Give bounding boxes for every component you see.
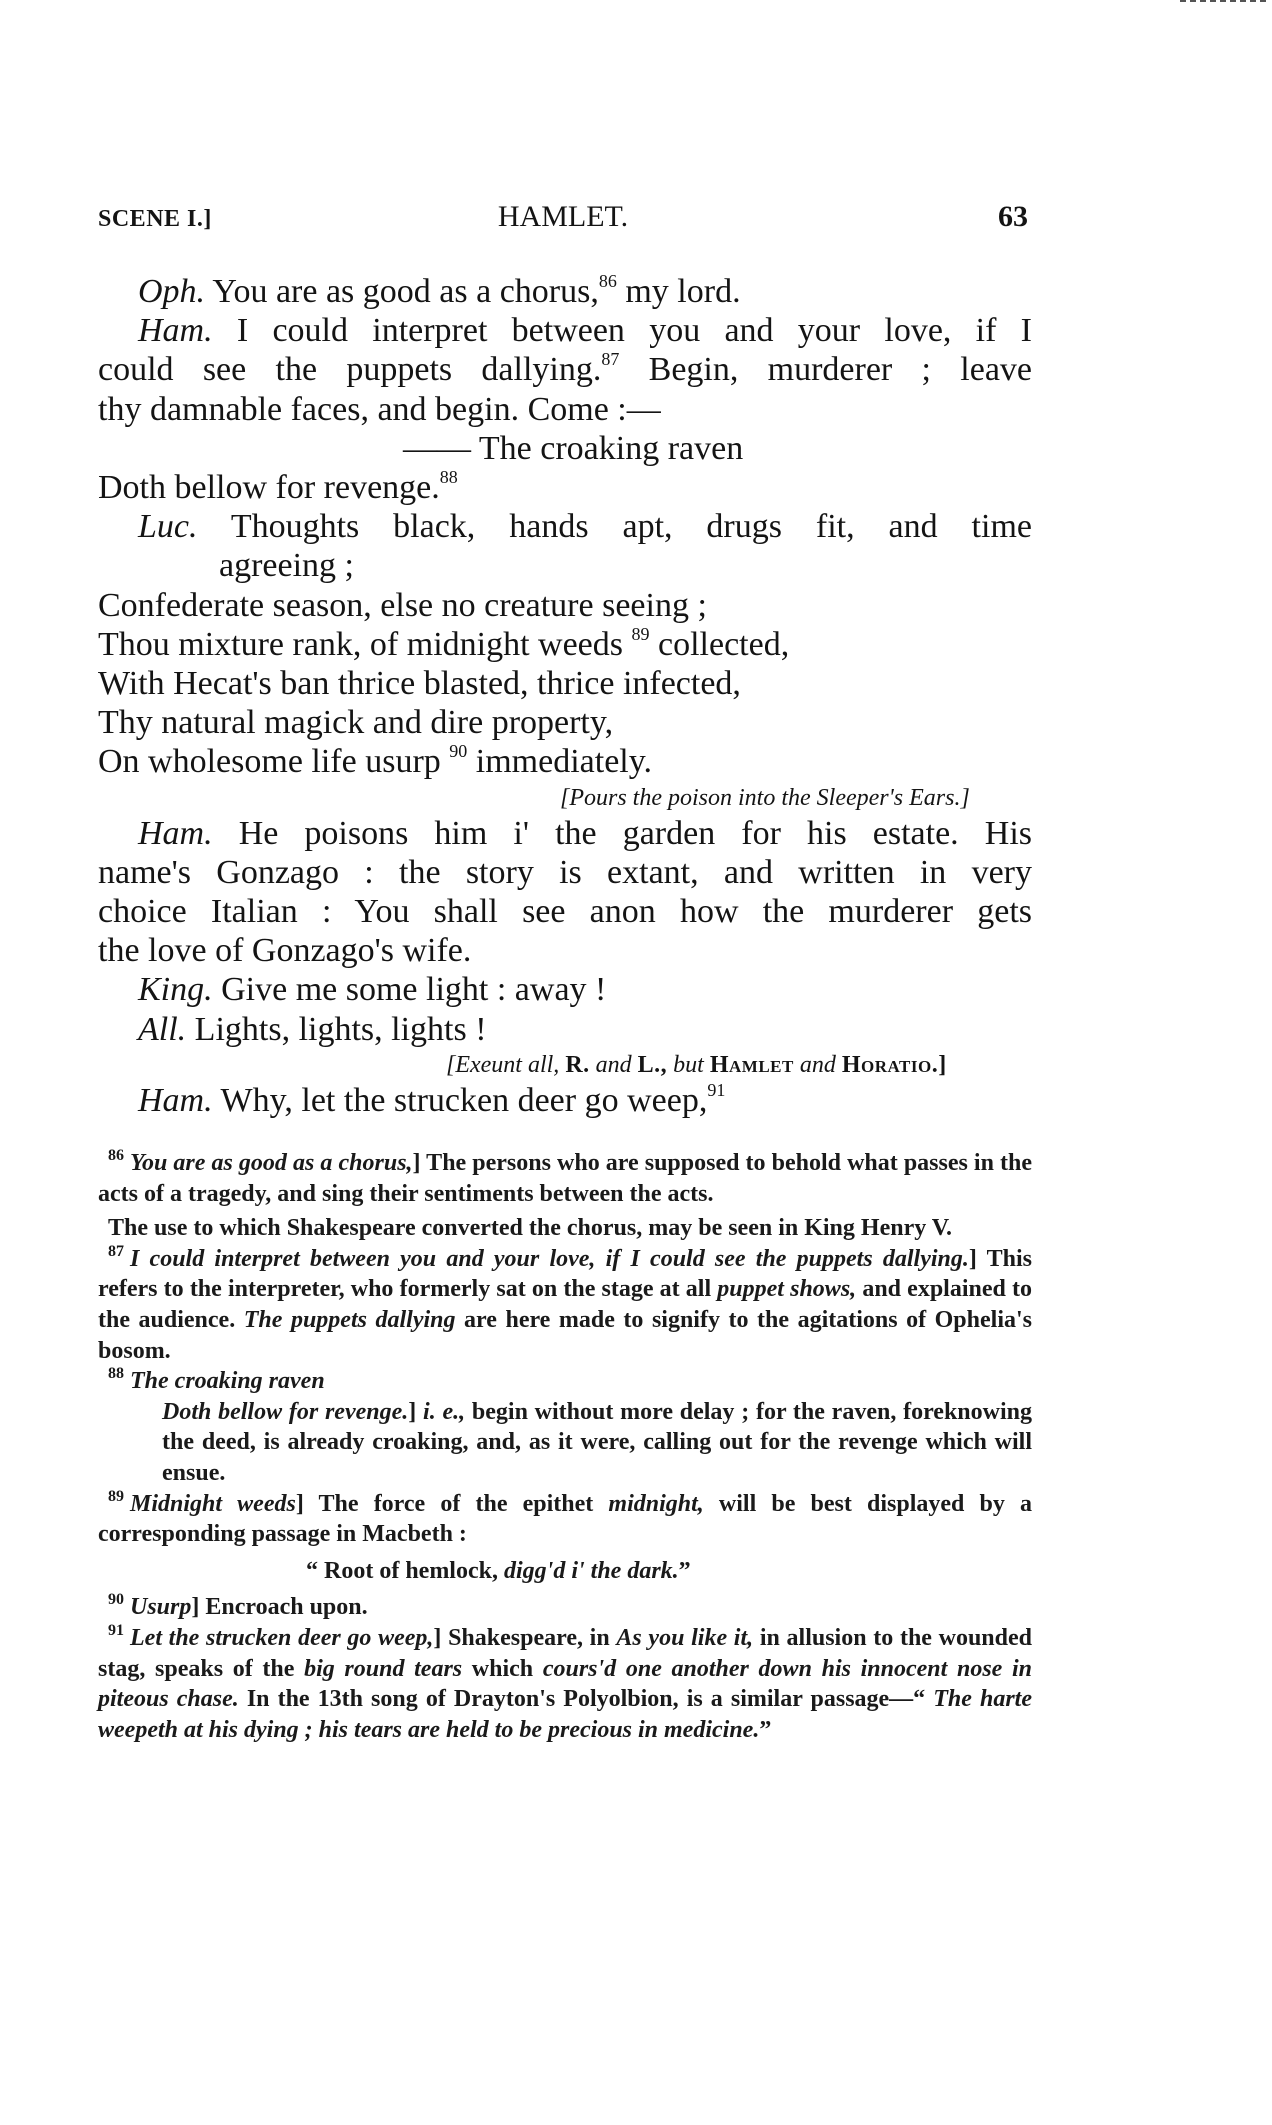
speech-line bbox=[98, 468, 1032, 507]
footnote-86 bbox=[98, 1148, 1032, 1209]
speech-line: name's Gonzago : the story is extant, and written in very bbox=[98, 853, 1032, 891]
speech-line bbox=[98, 350, 1032, 389]
footnote-italic: i. e., bbox=[423, 1398, 466, 1425]
sd-text: [Exeunt all, bbox=[446, 1051, 560, 1078]
footnote-text: ] The persons who are supposed to behold what passes in the acts of a tragedy, and sing their sentiments between the acts. bbox=[98, 1150, 1033, 1207]
speech-text: could see the puppets dallying. bbox=[98, 351, 602, 389]
speech-line bbox=[98, 625, 1032, 664]
footnote-lemma: The croaking raven bbox=[130, 1368, 325, 1395]
speech-line bbox=[98, 311, 1032, 350]
speech-line: the love of Gonzago's wife. bbox=[98, 932, 472, 970]
speech-text: Lights, lights, lights ! bbox=[194, 1010, 487, 1048]
footnote-number: 91 bbox=[108, 1621, 124, 1639]
footnote-text: ” bbox=[759, 1716, 772, 1743]
quote-italic: digg'd i' the dark. bbox=[503, 1557, 679, 1584]
footnote-86-continued: The use to which Shakespeare converted the chorus, may be seen in King Henry V. bbox=[108, 1215, 953, 1242]
footnote-ref: 88 bbox=[439, 467, 458, 488]
scene-label: SCENE I.] bbox=[98, 206, 212, 232]
footnote-italic: The puppets dallying bbox=[243, 1306, 456, 1333]
speech-text: Why, let the strucken deer go weep, bbox=[220, 1081, 708, 1119]
footnote-lemma: You are as good as a chorus, bbox=[130, 1150, 413, 1176]
footnote-ref: 89 bbox=[631, 623, 650, 644]
footnote-ref: 90 bbox=[449, 741, 468, 762]
footnote-lemma: Let the strucken deer go weep, bbox=[130, 1624, 434, 1651]
speech-line: thy damnable faces, and begin. Come :— bbox=[98, 390, 661, 428]
footnote-87 bbox=[98, 1244, 1032, 1366]
speech-line bbox=[98, 970, 1032, 1009]
sd-text: R. bbox=[565, 1051, 590, 1078]
speech-line: Confederate season, else no creature seeing ; bbox=[98, 586, 707, 624]
speech-text: my lord. bbox=[625, 273, 741, 310]
footnote-number: 88 bbox=[108, 1365, 124, 1383]
footnote-lemma: Doth bellow for revenge. bbox=[162, 1398, 409, 1425]
speech-text: He poisons him i' the garden for his estate. His bbox=[238, 814, 1033, 852]
speaker-name: Luc. bbox=[138, 508, 198, 546]
speech-text: I could interpret between you and your love, if I bbox=[236, 312, 1033, 350]
footnote-text: ] bbox=[408, 1398, 424, 1425]
speech-line bbox=[98, 1010, 1032, 1049]
running-header bbox=[98, 200, 1028, 244]
footnote-text: In the 13th song of Drayton's Polyolbion, is a similar passage—“ bbox=[238, 1686, 934, 1713]
footnote-lemma: Midnight weeds bbox=[130, 1490, 296, 1517]
character-name: Hamlet bbox=[709, 1051, 794, 1078]
footnote-90 bbox=[98, 1592, 1032, 1623]
footnote-italic: midnight, bbox=[608, 1490, 704, 1517]
footnote-text: and explained to the audience. bbox=[98, 1276, 1033, 1333]
footnote-88 bbox=[98, 1366, 1032, 1397]
footnote-text: begin without more delay ; for the raven, foreknowing the deed, is already croaking, and, as it were, calling out for the revenge which will ensue. bbox=[162, 1398, 1033, 1486]
sd-text: and bbox=[799, 1051, 836, 1078]
footnote-italic: big round tears bbox=[304, 1655, 463, 1682]
speaker-name: Oph. bbox=[138, 273, 206, 310]
speech-line bbox=[98, 507, 1032, 546]
footnote-text: ] Encroach upon. bbox=[191, 1594, 368, 1621]
stage-direction bbox=[98, 1049, 1032, 1081]
footnote-text: will be best displayed by a corresponding passage in Macbeth : bbox=[98, 1490, 1033, 1548]
speech-line bbox=[98, 272, 1032, 311]
footnote-number: 90 bbox=[108, 1591, 124, 1609]
speech-line bbox=[98, 742, 1032, 781]
footnote-text: are here made to signify to the agitations of Ophelia's bosom. bbox=[98, 1306, 1033, 1364]
stage-direction: [Pours the poison into the Sleeper's Ears.] bbox=[560, 784, 970, 811]
footnote-text: ] This refers to the interpreter, who formerly sat on the stage at all bbox=[98, 1245, 1033, 1303]
footnote-number: 87 bbox=[108, 1242, 124, 1260]
page-number: 63 bbox=[998, 200, 1028, 233]
speech-text: Thoughts black, hands apt, drugs fit, and time bbox=[230, 508, 1032, 546]
footnote-italic: puppet shows, bbox=[717, 1276, 857, 1303]
footnote-number: 89 bbox=[108, 1487, 124, 1505]
speech-line: Thy natural magick and dire property, bbox=[98, 704, 614, 742]
speech-line: choice Italian : You shall see anon how the murderer gets bbox=[98, 893, 1032, 931]
footnote-91 bbox=[98, 1623, 1032, 1745]
footnote-italic: As you like it, bbox=[616, 1624, 754, 1651]
speaker-name: All. bbox=[138, 1010, 187, 1048]
sd-text: L., bbox=[637, 1051, 668, 1078]
footnote-lemma: I could interpret between you and your love, if I could see the puppets dallying. bbox=[130, 1245, 969, 1272]
speech-text: Give me some light : away ! bbox=[221, 971, 607, 1009]
speech-text: Thou mixture rank, of midnight weeds bbox=[98, 625, 624, 663]
page-title: HAMLET. bbox=[497, 200, 629, 233]
speaker-name: King. bbox=[138, 971, 213, 1009]
speech-line: —— The croaking raven bbox=[403, 429, 744, 467]
footnote-number: 86 bbox=[108, 1147, 124, 1164]
speech-line bbox=[98, 814, 1032, 853]
speech-line: agreeing ; bbox=[219, 547, 354, 585]
speech-text: immediately. bbox=[475, 743, 653, 781]
footnote-quotation bbox=[98, 1556, 1032, 1587]
speech-text: You are as good as a chorus, bbox=[212, 273, 599, 310]
quote-text: ” bbox=[678, 1557, 691, 1584]
sd-text: but bbox=[673, 1051, 704, 1078]
footnote-text: ] The force of the epithet bbox=[295, 1490, 609, 1517]
footnote-text: which bbox=[462, 1655, 543, 1682]
speech-text: On wholesome life usurp bbox=[98, 743, 441, 781]
footnote-italic: cours'd one another down his innocent nose in piteous chase. bbox=[98, 1655, 1033, 1713]
quote-text: “ Root of hemlock, bbox=[306, 1557, 504, 1584]
footnote-text: in allusion to the wounded stag, speaks of the bbox=[98, 1624, 1033, 1682]
footnote-lemma: Usurp bbox=[130, 1594, 192, 1621]
footnotes bbox=[98, 1148, 1032, 1745]
sd-text: and bbox=[595, 1051, 632, 1078]
scan-edge-mark bbox=[1180, 0, 1266, 2]
footnote-ref: 87 bbox=[601, 349, 620, 370]
footnote-italic: The harte weepeth at his dying ; his tears are held to be precious in medicine. bbox=[98, 1686, 1033, 1743]
footnote-ref: 91 bbox=[707, 1079, 726, 1100]
character-name: Horatio.] bbox=[841, 1051, 947, 1078]
footnote-89 bbox=[98, 1489, 1032, 1550]
speech-text: collected, bbox=[658, 625, 790, 663]
speaker-name: Ham. bbox=[138, 814, 213, 852]
speech-text: Begin, murderer ; leave bbox=[648, 351, 1033, 389]
speaker-name: Ham. bbox=[138, 1081, 213, 1119]
speech-line bbox=[98, 1081, 1032, 1120]
speaker-name: Ham. bbox=[138, 312, 213, 350]
play-text bbox=[98, 272, 1032, 1120]
speech-line: With Hecat's ban thrice blasted, thrice infected, bbox=[98, 665, 741, 703]
footnote-88-continued bbox=[98, 1397, 1032, 1489]
footnote-ref: 86 bbox=[598, 271, 617, 291]
speech-text: Doth bellow for revenge. bbox=[98, 469, 440, 507]
footnote-text: ] Shakespeare, in bbox=[433, 1624, 617, 1651]
